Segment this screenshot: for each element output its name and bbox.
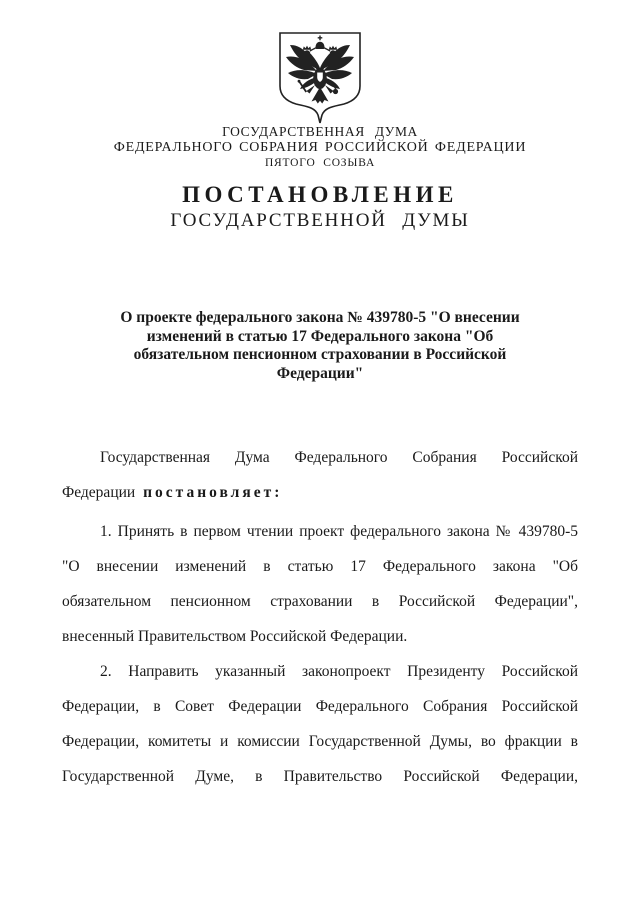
document-type-heading: ПОСТАНОВЛЕНИЕ — [182, 182, 458, 207]
body-line: Государственная Дума Федерального Собрания Российской — [100, 449, 578, 466]
resolves-keyword: постановляет: — [143, 484, 283, 501]
title-line: обязательном пенсионном страховании в Российской — [133, 346, 507, 363]
body-line: обязательном пенсионном страховании в Российской Федерации", — [62, 593, 578, 610]
body-line: "О внесении изменений в статью 17 Федерального закона "Об — [62, 558, 578, 575]
document-org-subheading: ГОСУДАРСТВЕННОЙ ДУМЫ — [170, 210, 470, 231]
body-line: Федерации, в Совет Федерации Федерального Собрания Российской — [62, 698, 578, 715]
title-line: Федерации" — [276, 364, 364, 382]
body-line: внесенный Правительством Российской Федерации. — [62, 628, 408, 645]
org-name-line1: ГОСУДАРСТВЕННАЯ ДУМА — [222, 124, 418, 139]
title-line: изменений в статью 17 Федерального закона "Об — [146, 327, 494, 345]
title-line: О проекте федерального закона № 439780-5 "О внесении — [120, 309, 520, 326]
intro-subject: Федерации — [62, 484, 136, 501]
document-title — [0, 309, 640, 383]
resolution-item-2 — [62, 654, 578, 794]
resolution-item-1 — [62, 514, 578, 654]
org-heading — [0, 125, 640, 170]
intro-paragraph — [62, 440, 578, 510]
body-line — [62, 475, 578, 510]
org-name-line2: ФЕДЕРАЛЬНОГО СОБРАНИЯ РОССИЙСКОЙ ФЕДЕРАЦИИ — [113, 140, 527, 155]
russia-coat-of-arms-icon — [278, 31, 362, 125]
document-body — [62, 440, 578, 794]
body-line: Федерации, комитеты и комиссии Государственной Думы, во фракции в — [62, 733, 578, 750]
body-line: Государственной Думе, в Правительство Российской Федерации, — [62, 768, 578, 785]
org-convocation: ПЯТОГО СОЗЫВА — [264, 157, 376, 169]
body-line: 1. Принять в первом чтении проект федерального закона № 439780-5 — [100, 523, 578, 540]
body-line: 2. Направить указанный законопроект Президенту Российской — [100, 663, 578, 680]
